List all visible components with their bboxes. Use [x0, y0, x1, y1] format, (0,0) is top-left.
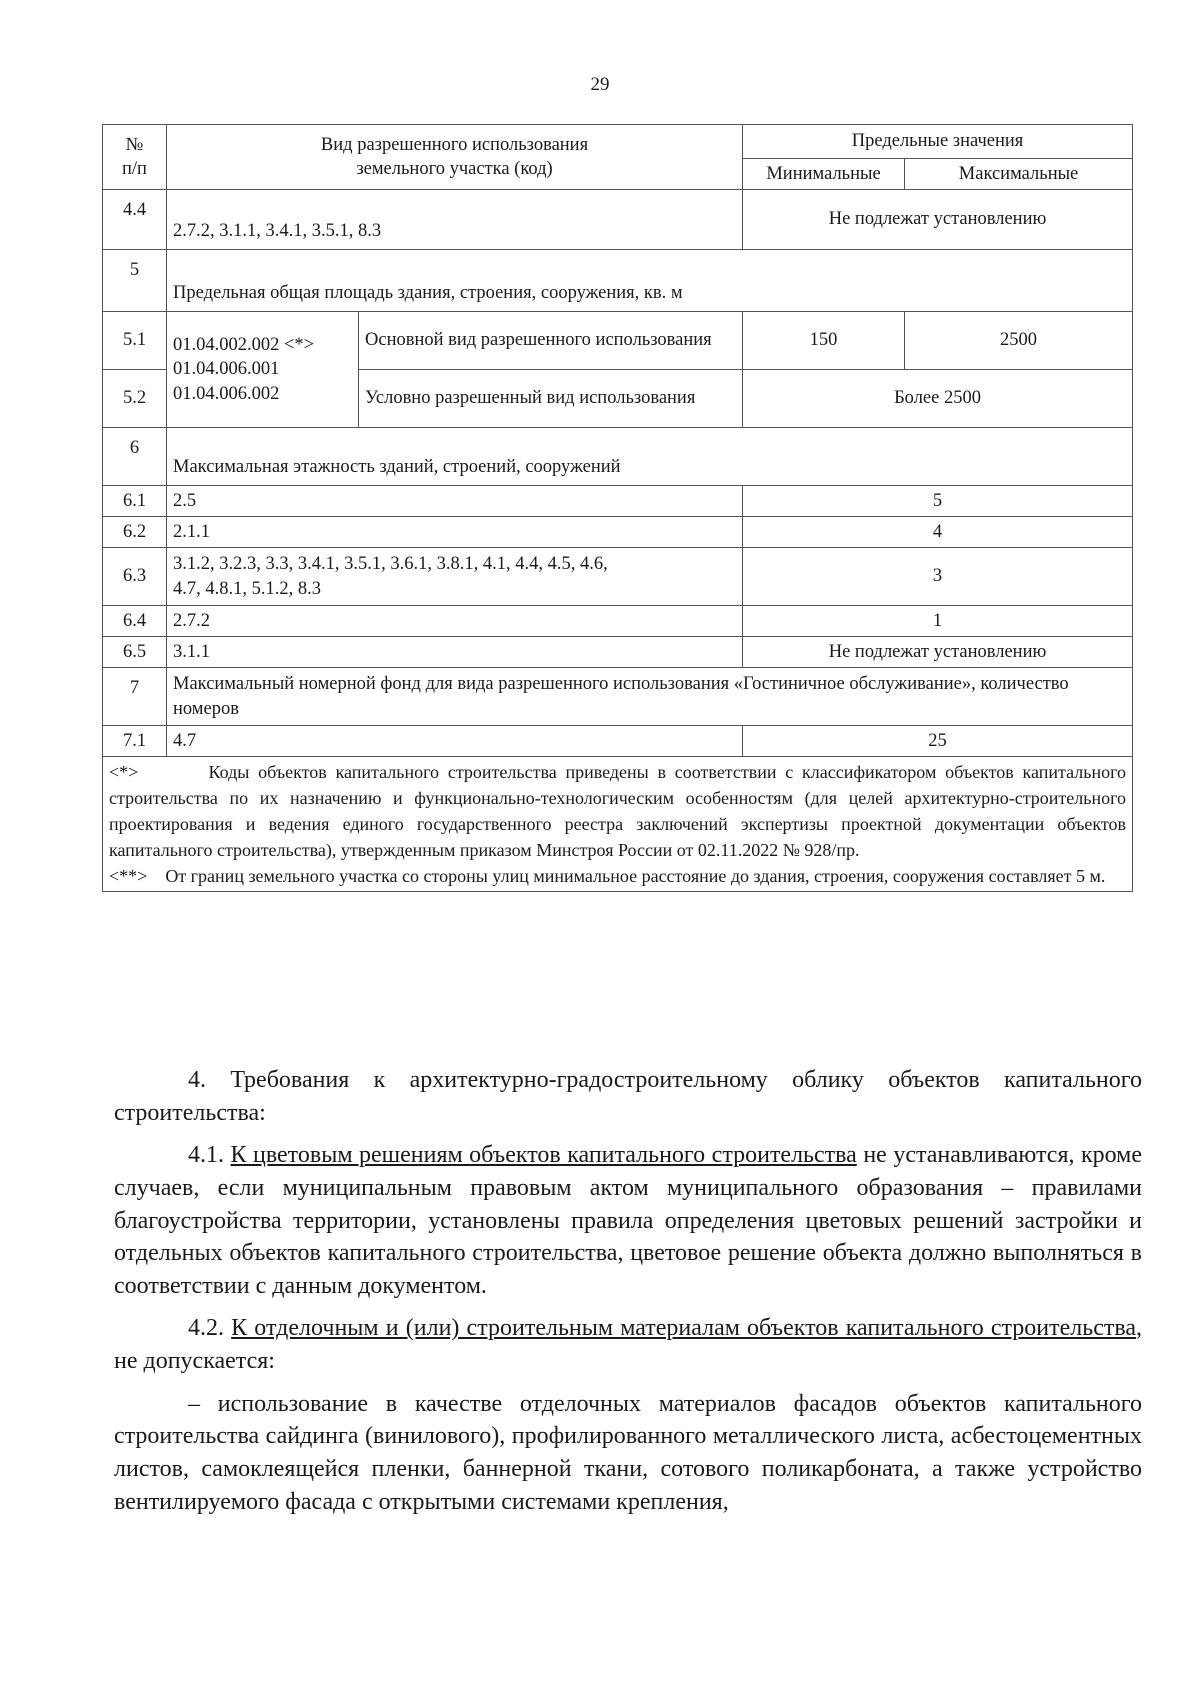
table-row: [103, 312, 1133, 370]
row-number: 4.4: [103, 190, 167, 250]
paragraph-4-1: 4.1. К цветовым решениям объектов капитального строительства не устанавливаются, кроме случаев, если муниципальным правовым актом муниципального образования – правилами благоустройства территории, установлены правила определения цветовых решений застройки и отдельных объектов капитального строительства, цветовое решение объекта должно выполняться в соответствии с данным документом.: [114, 1142, 1143, 1299]
row-codes: 2.7.2, 3.1.1, 3.4.1, 3.5.1, 8.3: [167, 190, 743, 250]
row-min: 150: [743, 312, 905, 370]
row-codes: 4.7: [167, 726, 743, 757]
row-number: 7: [103, 668, 167, 726]
underlined-heading: К отделочным и (или) строительным материалам объектов капитального строительства: [231, 1315, 1137, 1342]
table-notes: [103, 757, 1133, 892]
row-codes: 3.1.2, 3.2.3, 3.3, 3.4.1, 3.5.1, 3.6.1, 3.8.1, 4.1, 4.4, 4.5, 4.6, 4.7, 4.8.1, 5.1.2, 8.3: [167, 548, 743, 606]
row-number: 6: [103, 428, 167, 486]
header-max: Максимальные: [905, 159, 1133, 190]
underlined-heading: К цветовым решениям объектов капитального строительства: [230, 1142, 857, 1169]
table-row: [103, 190, 1133, 250]
row-codes: 3.1.1: [167, 637, 743, 668]
table-row: [103, 517, 1133, 548]
table-row: [103, 637, 1133, 668]
row-number: 6.5: [103, 637, 167, 668]
row-number: 6.2: [103, 517, 167, 548]
table-row: [103, 250, 1133, 312]
row-max: 2500: [905, 312, 1133, 370]
note-2: <**> От границ земельного участка со стороны улиц минимальное расстояние до здания, строения, сооружения составляет 5 м.: [109, 866, 1106, 887]
row-heading: Максимальная этажность зданий, строений, сооружений: [167, 428, 1133, 486]
row-number: 6.3: [103, 548, 167, 606]
table-row: [103, 726, 1133, 757]
table-row: [103, 668, 1133, 726]
table-notes-row: [103, 757, 1133, 892]
row-heading: Максимальный номерной фонд для вида разрешенного использования «Гостиничное обслуживание», количество номеров: [167, 668, 1133, 726]
row-value: 1: [743, 606, 1133, 637]
row-number: 5: [103, 250, 167, 312]
row-value: 4: [743, 517, 1133, 548]
header-limits: Предельные значения: [743, 125, 1133, 159]
note-1: <*> Коды объектов капитального строительства приведены в соответствии с классификатором объектов капитального строительства по их назначению и функционально-технологическим особенностям (для целей архитектурно-строительного проектирования и ведения единого государственного реестра заключений экспертизы проектной документации объектов капитального строительства), утвержденным приказом Минстроя России от 02.11.2022 № 928/пр.: [109, 762, 1127, 861]
usage-type: Условно разрешенный вид использования: [359, 370, 743, 428]
table-row: [103, 486, 1133, 517]
usage-type: Основной вид разрешенного использования: [359, 312, 743, 370]
row-value: 25: [743, 726, 1133, 757]
table-row: [103, 548, 1133, 606]
regulations-table: [102, 124, 1133, 892]
row-value: Не подлежат установлению: [743, 190, 1133, 250]
row-value: Не подлежат установлению: [743, 637, 1133, 668]
table-header-row: [103, 125, 1133, 159]
body-text: [114, 1064, 1142, 1518]
object-codes: 01.04.002.002 <*> 01.04.006.001 01.04.006.002: [167, 312, 359, 428]
row-number: 6.4: [103, 606, 167, 637]
row-number: 6.1: [103, 486, 167, 517]
paragraph-list-item: – использование в качестве отделочных материалов фасадов объектов капитального строительства сайдинга (винилового), профилированного металлического листа, асбестоцементных листов, самоклеящейся пленки, баннерной ткани, сотового поликарбоната, а также устройство вентилируемого фасада с открытыми системами крепления,: [114, 1390, 1142, 1515]
row-number: 5.2: [103, 370, 167, 428]
row-number: 5.1: [103, 312, 167, 370]
table-row: [103, 606, 1133, 637]
row-value: 3: [743, 548, 1133, 606]
row-codes: 2.5: [167, 486, 743, 517]
header-min: Минимальные: [743, 159, 905, 190]
table-row: [103, 428, 1133, 486]
paragraph-4-2: 4.2. К отделочным и (или) строительным материалам объектов капитального строительства, не допускается:: [114, 1315, 1143, 1374]
header-number: № п/п: [103, 125, 167, 190]
header-kind: Вид разрешенного использования земельного участка (код): [167, 125, 743, 190]
row-number: 7.1: [103, 726, 167, 757]
row-value: 5: [743, 486, 1133, 517]
page-number: 29: [590, 74, 610, 95]
row-value: Более 2500: [743, 370, 1133, 428]
paragraph-4: 4. Требования к архитектурно-градостроительному облику объектов капитального строительства:: [114, 1067, 1142, 1126]
row-codes: 2.7.2: [167, 606, 743, 637]
row-heading: Предельная общая площадь здания, строения, сооружения, кв. м: [167, 250, 1133, 312]
row-codes: 2.1.1: [167, 517, 743, 548]
